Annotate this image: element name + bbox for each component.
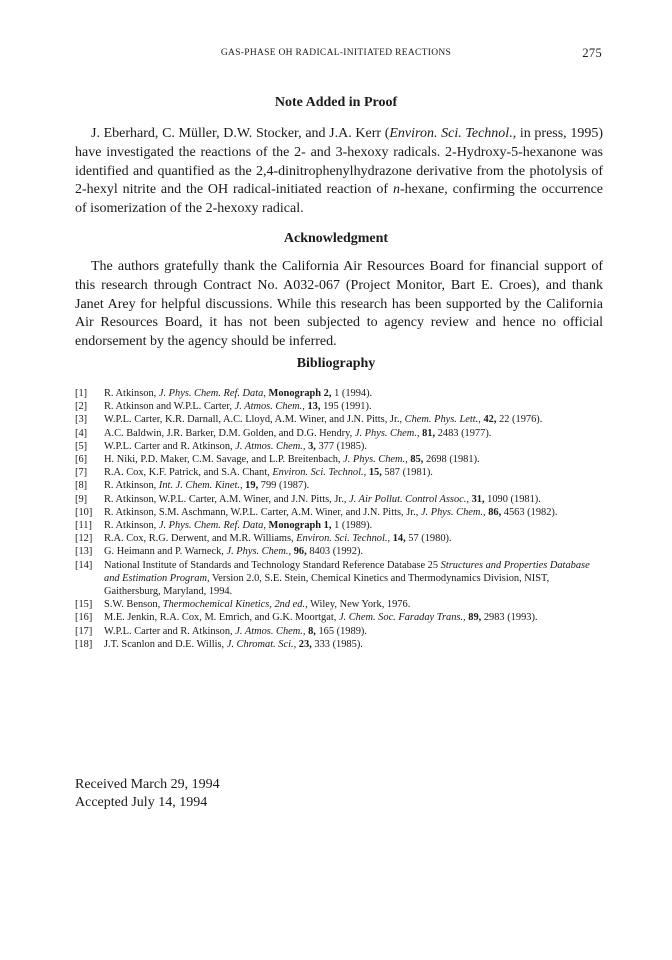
italic-text: J. Air Pollut. Control Assoc., bbox=[349, 493, 469, 505]
bibliography-list bbox=[75, 387, 605, 651]
text-segment: 57 (1980). bbox=[405, 533, 452, 545]
reference-item bbox=[75, 440, 605, 453]
italic-text: J. Atmos. Chem., bbox=[235, 440, 306, 452]
text-segment: 1090 (1981). bbox=[484, 493, 541, 505]
text-segment: 2983 (1993). bbox=[481, 612, 538, 624]
reference-number: [2] bbox=[75, 401, 88, 413]
text-segment: R. Atkinson and W.P.L. Carter, bbox=[104, 401, 235, 413]
bold-text: 31, bbox=[471, 493, 485, 505]
text-segment: 8403 (1992). bbox=[306, 546, 364, 558]
text-segment: R. Atkinson, bbox=[104, 388, 159, 399]
reference-number: [1] bbox=[75, 388, 88, 399]
italic-text: Environ. Sci. Technol., bbox=[389, 126, 517, 141]
bibliography-heading: Bibliography bbox=[296, 356, 376, 371]
bold-text: 15, bbox=[368, 467, 382, 479]
text-segment: R. Atkinson, W.P.L. Carter, A.M. Winer, and J.N. Pitts, Jr., bbox=[104, 493, 350, 505]
italic-text: J. Phys. Chem., bbox=[343, 454, 408, 466]
bold-text: 8, bbox=[308, 625, 316, 637]
note-paragraph bbox=[75, 125, 603, 219]
reference-item bbox=[75, 479, 605, 492]
italic-text: J. Phys. Chem., bbox=[354, 427, 420, 439]
bold-text: 85, bbox=[410, 454, 424, 466]
italic-text: J. Phys. Chem., bbox=[226, 546, 292, 558]
italic-text: J. Atmos. Chem., bbox=[235, 625, 306, 637]
note-section bbox=[75, 125, 603, 219]
bold-text: 19, bbox=[245, 480, 259, 492]
reference-number: [9] bbox=[75, 493, 88, 505]
italic-text: J. Phys. Chem. Ref. Data, bbox=[158, 388, 266, 399]
italic-text: Environ. Sci. Technol., bbox=[272, 467, 367, 479]
text-segment: J. Eberhard, C. Müller, D.W. Stocker, and J.A. Kerr ( bbox=[91, 126, 390, 141]
reference-number: [6] bbox=[75, 454, 88, 466]
acknowledgment-paragraph: The authors gratefully thank the California Air Resources Board for financial support of this research through Contract No. A032-067 (Project Monitor, Bart E. Croes), and thank Janet Arey for helpful discussions. While this research has been supported by the California Air Resources Board, it has not been subjected to agency review and hence no official endorsement by the agency should be inferred. bbox=[75, 259, 603, 350]
italic-text: J. Atmos. Chem., bbox=[234, 401, 305, 413]
reference-number: [12] bbox=[75, 533, 93, 545]
text-segment: R. Atkinson, S.M. Aschmann, W.P.L. Carter, A.M. Winer, and J.N. Pitts, Jr., bbox=[104, 506, 421, 518]
reference-item bbox=[75, 400, 605, 413]
received-dates bbox=[75, 776, 220, 812]
text-segment: 4563 (1982). bbox=[501, 506, 558, 518]
italic-text: J. Phys. Chem. Ref. Data, bbox=[158, 520, 266, 532]
italic-text: n bbox=[392, 182, 400, 198]
text-segment: S.W. Benson, bbox=[104, 599, 163, 611]
running-head-title: GAS-PHASE OH RADICAL-INITIATED REACTIONS bbox=[220, 48, 452, 58]
reference-item bbox=[75, 519, 605, 532]
bold-text: 13, bbox=[307, 401, 321, 413]
italic-text: Chem. Phys. Lett., bbox=[404, 414, 481, 426]
text-segment: R. Atkinson, bbox=[104, 520, 159, 532]
bold-text: 96, bbox=[293, 546, 307, 558]
text-segment: M.E. Jenkin, R.A. Cox, M. Emrich, and G.K. Moortgat, bbox=[104, 612, 339, 624]
text-segment: 333 (1985). bbox=[311, 638, 363, 650]
reference-number: [3] bbox=[75, 414, 88, 426]
reference-item bbox=[75, 559, 605, 599]
text-segment: W.P.L. Carter and R. Atkinson, bbox=[104, 625, 236, 637]
bold-text: 14, bbox=[392, 533, 406, 545]
reference-item bbox=[75, 413, 605, 426]
reference-number: [8] bbox=[75, 480, 88, 492]
italic-text: Structures and Properties Database and Estimation Program, bbox=[104, 559, 590, 584]
reference-number: [14] bbox=[75, 559, 93, 571]
reference-number: [10] bbox=[75, 506, 93, 518]
text-segment: R.A. Cox, K.F. Patrick, and S.A. Chant, bbox=[104, 467, 273, 479]
reference-item bbox=[75, 466, 605, 479]
reference-item bbox=[75, 427, 605, 440]
text-segment: R.A. Cox, R.G. Derwent, and M.R. Williams, bbox=[104, 533, 297, 545]
text-segment: Wiley, New York, 1976. bbox=[307, 599, 411, 611]
bold-text: Monograph 2, bbox=[268, 388, 332, 399]
text-segment: 799 (1987). bbox=[258, 480, 310, 492]
acknowledgment-section bbox=[75, 258, 603, 352]
bold-text: 3, bbox=[308, 440, 316, 452]
reference-number: [7] bbox=[75, 467, 88, 479]
reference-number: [16] bbox=[75, 612, 93, 624]
accepted-date: Accepted July 14, 1994 bbox=[75, 795, 208, 810]
reference-number: [4] bbox=[75, 427, 88, 439]
reference-item bbox=[75, 506, 605, 519]
reference-item bbox=[75, 638, 605, 651]
italic-text: J. Chem. Soc. Faraday Trans., bbox=[338, 612, 466, 624]
text-segment: H. Niki, P.D. Maker, C.M. Savage, and L.P. Breitenbach, bbox=[104, 454, 344, 466]
note-heading: Note Added in Proof bbox=[274, 95, 398, 110]
text-segment: A.C. Baldwin, J.R. Barker, D.M. Golden, and D.G. Hendry, bbox=[104, 427, 355, 439]
text-segment: -hexane, confirming the occurrence of isomerization of the 2-hexoxy radical. bbox=[75, 182, 604, 217]
reference-item bbox=[75, 532, 605, 545]
bold-text: 86, bbox=[488, 506, 502, 518]
reference-item bbox=[75, 387, 605, 400]
reference-number: [15] bbox=[75, 599, 93, 611]
bold-text: Monograph 1, bbox=[268, 520, 332, 532]
reference-number: [5] bbox=[75, 440, 88, 452]
reference-item bbox=[75, 453, 605, 466]
italic-text: Int. J. Chem. Kinet., bbox=[158, 480, 243, 492]
text-segment: W.P.L. Carter, K.R. Darnall, A.C. Lloyd, A.M. Winer, and J.N. Pitts, Jr., bbox=[104, 414, 405, 426]
italic-text: Thermochemical Kinetics, 2nd ed., bbox=[162, 599, 308, 611]
text-segment: 2483 (1977). bbox=[435, 427, 492, 439]
text-segment: 22 (1976). bbox=[496, 414, 543, 426]
reference-number: [13] bbox=[75, 546, 93, 558]
reference-item bbox=[75, 625, 605, 638]
bold-text: 89, bbox=[468, 612, 482, 624]
text-segment: National Institute of Standards and Technology Standard Reference Database 25 bbox=[104, 559, 441, 571]
reference-item bbox=[75, 598, 605, 611]
text-segment: 377 (1985). bbox=[315, 440, 367, 452]
bold-text: 42, bbox=[483, 414, 497, 426]
reference-item bbox=[75, 493, 605, 506]
page-number: 275 bbox=[582, 46, 602, 60]
acknowledgment-heading: Acknowledgment bbox=[283, 231, 389, 246]
text-segment: 195 (1991). bbox=[320, 401, 372, 413]
reference-item bbox=[75, 611, 605, 624]
bold-text: 81, bbox=[422, 427, 436, 439]
italic-text: Environ. Sci. Technol., bbox=[296, 533, 391, 545]
reference-number: [11] bbox=[75, 520, 92, 532]
text-segment: G. Heimann and P. Warneck, bbox=[104, 546, 227, 558]
italic-text: J. Chromat. Sci., bbox=[226, 638, 297, 650]
text-segment: 2698 (1981). bbox=[423, 454, 480, 466]
text-segment: 1 (1989). bbox=[331, 520, 373, 532]
reference-number: [18] bbox=[75, 638, 93, 650]
text-segment: 165 (1989). bbox=[315, 625, 367, 637]
text-segment: J.T. Scanlon and D.E. Willis, bbox=[104, 638, 227, 650]
bold-text: 23, bbox=[298, 638, 312, 650]
text-segment: 587 (1981). bbox=[381, 467, 433, 479]
reference-item bbox=[75, 545, 605, 558]
text-segment: in press, 1995) have investigated the reactions of the 2- and 3-hexoxy radicals. 2-Hydroxy-5-hexanone was identified and quantified as the 2,4-dinitrophenylhydrazone derivative from the photolysis of 2-hexyl nitrite and the OH radical-initiated reaction of bbox=[75, 126, 603, 198]
text-segment: R. Atkinson, bbox=[104, 480, 159, 492]
reference-number: [17] bbox=[75, 625, 93, 637]
text-segment: W.P.L. Carter and R. Atkinson, bbox=[104, 440, 236, 452]
text-segment: Version 2.0, S.E. Stein, Chemical Kinetics and Thermodynamics Division, NIST, Gaithersburg, Maryland, 1994. bbox=[104, 572, 550, 598]
italic-text: J. Phys. Chem., bbox=[420, 506, 486, 518]
text-segment: 1 (1994). bbox=[331, 388, 373, 399]
received-date: Received March 29, 1994 bbox=[75, 777, 220, 792]
